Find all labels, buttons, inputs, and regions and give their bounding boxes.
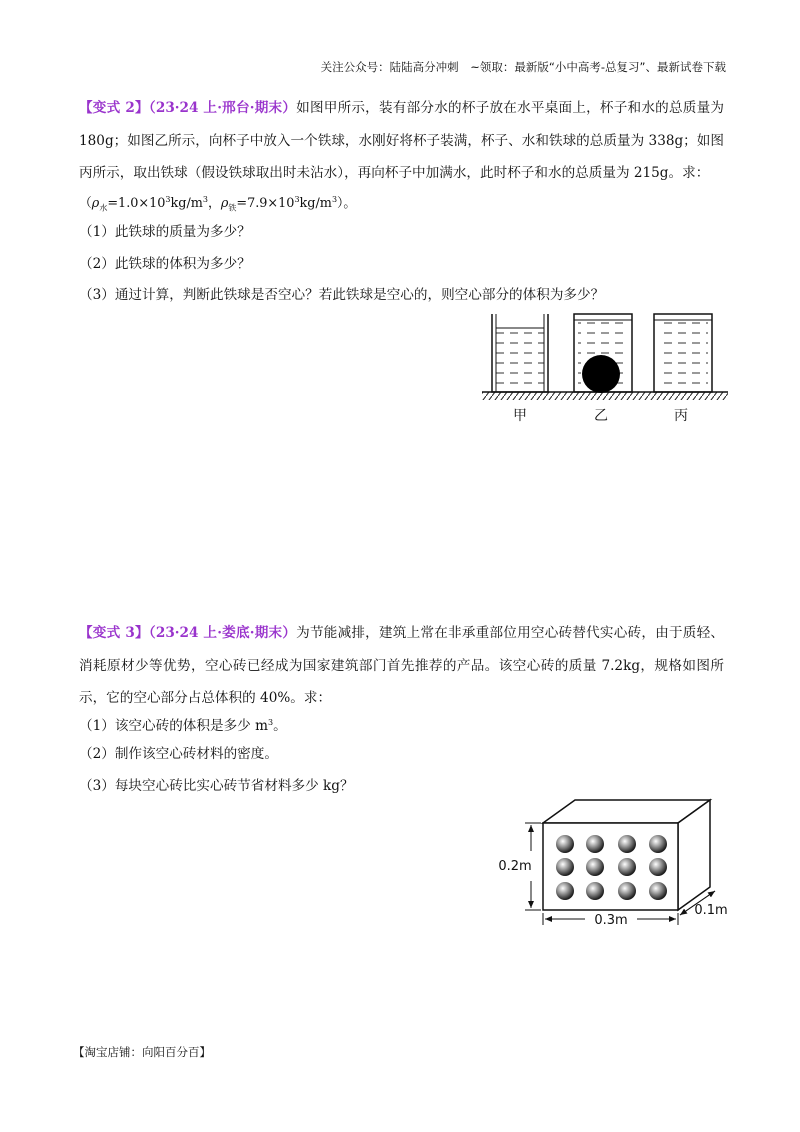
dim-height: 0.2m: [498, 859, 532, 874]
cup-bing: [654, 314, 712, 392]
q3-source: （23·24 上·娄底·期末）: [148, 625, 297, 641]
q2-text: 如图甲所示，装有部分水的杯子放在水平桌面上，杯子和水的总质量为 180g；如图乙所示，向杯子中放入一个铁球，水刚好将杯子装满，杯子、水和铁球的总质量为 338g；如图丙所示，取出铁球（假设铁球取出时未沾水），再向杯子中加满水，此时杯子和水的总质量为 215g。求：: [79, 100, 724, 181]
q2-sub1: （1）此铁球的质量为多少？: [79, 224, 251, 240]
q2-sub2: （2）此铁球的体积为多少？: [79, 256, 251, 272]
ground-hatch: [482, 392, 728, 400]
q2-sub3: （3）通过计算，判断此铁球是否空心？若此铁球是空心的，则空心部分的体积为多少？: [79, 287, 605, 303]
q3-text: 为节能减排，建筑上常在非承重部位用空心砖替代实心砖，由于质轻、消耗原材少等优势，空心砖已经成为国家建筑部门首先推荐的产品。该空心砖的质量 7.2kg，规格如图所示，它的空心部分占总体积的 40%。求：: [79, 625, 724, 706]
label-bing: 丙: [674, 408, 688, 424]
page-footer: 【淘宝店铺：向阳百分百】: [73, 1045, 211, 1059]
header-left: 关注公众号：陆陆高分冲刺: [320, 60, 459, 74]
q3-stem: [79, 617, 724, 715]
label-jia: 甲: [513, 408, 527, 424]
page-header: [313, 59, 726, 75]
q3-sub2: （2）制作该空心砖材料的密度。: [79, 746, 278, 762]
header-right: ~领取：最新版“小中高考-总复习”、最新试卷下载: [470, 60, 726, 74]
label-yi: 乙: [594, 408, 608, 424]
q2-tag: 【变式 2】: [79, 100, 149, 116]
q2-density-values: （$\rho_水=1.0\times 10^3kg/m^3$，$\rho_铁=7.9\times 10^3kg/m^3$）。: [79, 195, 357, 213]
q3-tag: 【变式 3】: [79, 625, 149, 641]
q2-source: （23·24 上·邢台·期末）: [148, 100, 297, 116]
q3-sub3: （3）每块空心砖比实心砖节省材料多少 kg？: [79, 778, 354, 794]
cup-jia: [492, 314, 548, 392]
q2-stem: [79, 92, 724, 190]
cup-yi: [574, 314, 632, 393]
iron-ball: [582, 355, 620, 393]
q3-sub1: （1）该空心砖的体积是多少 $m^3$。: [79, 718, 287, 734]
dim-depth: 0.1m: [694, 903, 728, 918]
brick-figure: [495, 795, 735, 930]
cups-figure: [480, 308, 730, 430]
hollow-brick: [543, 800, 710, 910]
dim-width: 0.3m: [594, 913, 628, 928]
